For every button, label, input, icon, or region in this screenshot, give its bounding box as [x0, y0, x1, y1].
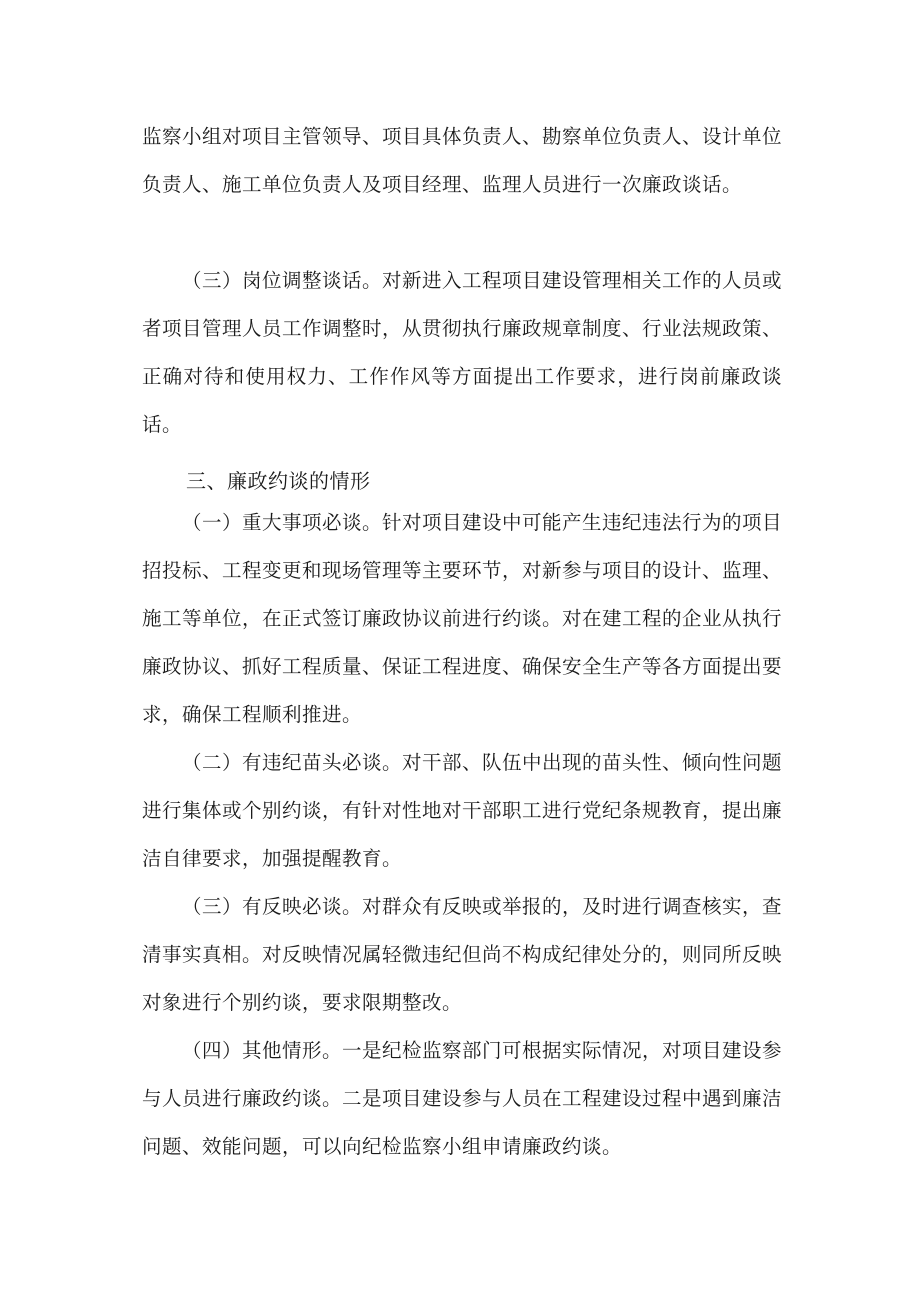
paragraph-disciplinary-signs: （二）有违纪苗头必谈。对干部、队伍中出现的苗头性、倾向性问题进行集体或个别约谈，有针对性地对干部职工进行党纪条规教育，提出廉洁自律要求，加强提醒教育。 — [142, 751, 783, 870]
paragraph-other-situations: （四）其他情形。一是纪检监察部门可根据实际情况，对项目建设参与人员进行廉政约谈。二是项目建设参与人员在工程建设过程中遇到廉洁问题、效能问题，可以向纪检监察小组申请廉政约谈。 — [142, 1039, 783, 1158]
paragraph-major-matters: （一）重大事项必谈。针对项目建设中可能产生违纪违法行为的项目招投标、工程变更和现场管理等主要环节，对新参与项目的设计、监理、施工等单位，在正式签订廉政协议前进行约谈。对在建工程的企业从执行廉政协议、抓好工程质量、保证工程进度、确保安全生产等各方面提出要求，确保工程顺利推进。 — [142, 511, 783, 726]
section-heading: 三、廉政约谈的情形 — [186, 469, 371, 493]
paragraph-post-adjustment-talk: （三）岗位调整谈话。对新进入工程项目建设管理相关工作的人员或者项目管理人员工作调整时，从贯彻执行廉政规章制度、行业法规政策、正确对待和使用权力、工作作风等方面提出工作要求，进行岗前廉政谈话。 — [142, 269, 783, 436]
paragraph-continuation: 监察小组对项目主管领导、项目具体负责人、勘察单位负责人、设计单位负责人、施工单位负责人及项目经理、监理人员进行一次廉政谈话。 — [142, 125, 783, 196]
paragraph-reports: （三）有反映必谈。对群众有反映或举报的，及时进行调查核实，查清事实真相。对反映情况属轻微违纪但尚不构成纪律处分的，则同所反映对象进行个别约谈，要求限期整改。 — [142, 895, 783, 1014]
